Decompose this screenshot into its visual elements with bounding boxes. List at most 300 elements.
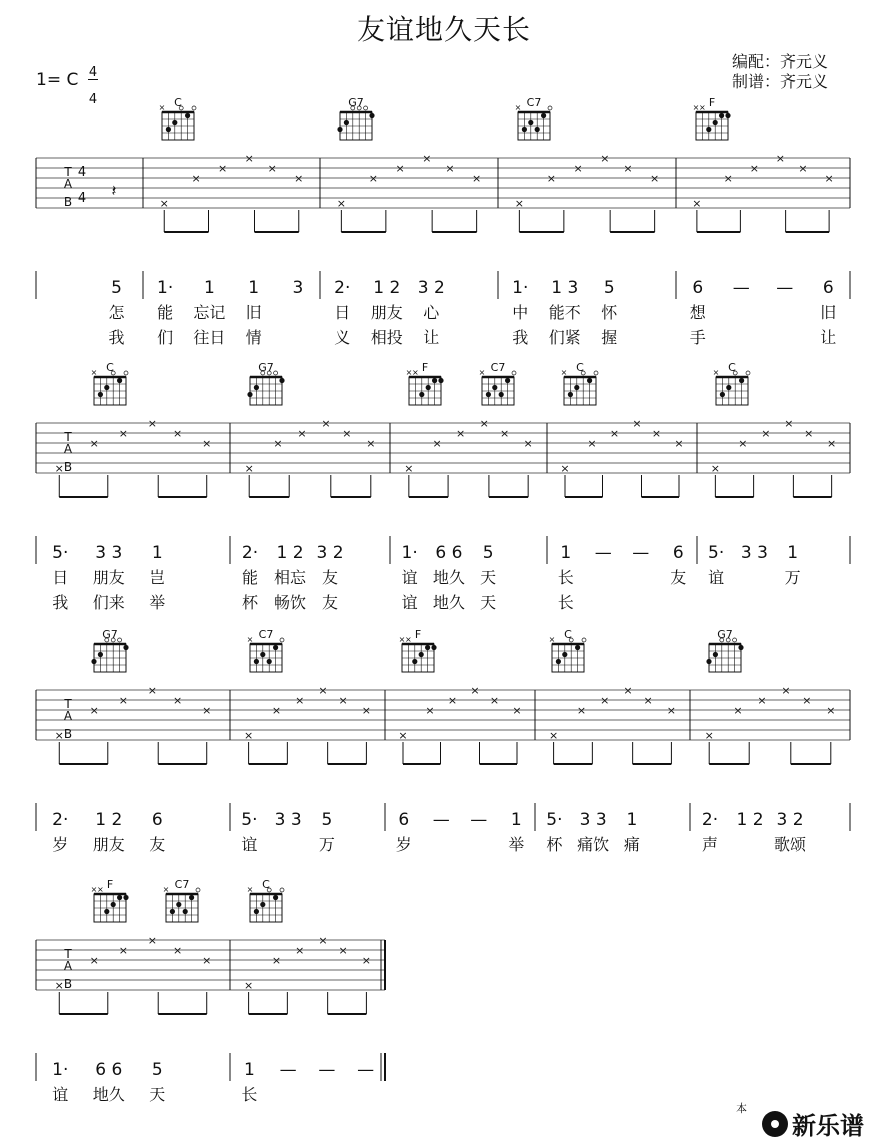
lyric-verse-1: 天	[149, 1085, 166, 1104]
jianpu-note: —	[279, 1060, 297, 1080]
jianpu-note: 5·	[546, 810, 563, 830]
lyric-verse-2: 们	[157, 328, 174, 347]
tab-note: ×	[546, 172, 557, 185]
jianpu-note: 1	[560, 543, 572, 563]
lyric-verse-2: 们来	[92, 593, 125, 612]
lyric-verse-1: 谊	[52, 1085, 69, 1104]
chord-mute: ×	[478, 368, 486, 377]
chord-dot	[104, 909, 109, 914]
chord-mute: ×	[699, 103, 706, 112]
chord-dot	[574, 385, 579, 390]
chord-mute: ×	[405, 635, 412, 644]
jianpu-note: 3 3	[274, 810, 302, 830]
tab-note: ×	[89, 437, 99, 450]
lyric-verse-1: 日	[52, 568, 69, 587]
lyric-verse-1: 谊	[401, 568, 418, 587]
tab-time-bottom: 4	[77, 191, 87, 206]
tab-note: ×	[710, 462, 720, 475]
jianpu-note: —	[776, 278, 794, 298]
chord-dot	[123, 895, 128, 900]
tab-note: ×	[651, 427, 662, 440]
chord-name: C	[728, 361, 736, 374]
lyric-verse-1: 能	[157, 303, 174, 322]
lyric-verse-1: 长	[241, 1085, 258, 1104]
lyric-verse-1: 声	[701, 835, 719, 854]
jianpu-note: 6 6	[435, 543, 463, 563]
tab-note: ×	[318, 934, 328, 947]
chord-mute: ×	[90, 368, 98, 377]
lyric-verse-1: 歌颂	[773, 835, 807, 854]
tab-note: ×	[271, 954, 282, 967]
jianpu-note: 6	[151, 810, 163, 830]
lyric-verse-1: 谊	[241, 835, 258, 854]
tab-letter-t: T	[64, 430, 72, 444]
chord-open	[280, 888, 284, 892]
chord-dot	[568, 392, 573, 397]
arranger-credit: 编配：齐元义	[732, 52, 829, 71]
tab-time-top: 4	[77, 165, 87, 180]
tab-note: ×	[89, 954, 99, 967]
tab-letter-b: B	[63, 977, 73, 991]
jianpu-note: 3 3	[740, 543, 768, 563]
tab-note: ×	[500, 427, 510, 440]
chord-dot	[706, 659, 711, 664]
chord-dot	[587, 378, 592, 383]
chord-dot	[337, 127, 342, 132]
watermark-text: 本	[736, 1102, 747, 1115]
jianpu-note: 5	[151, 1060, 163, 1080]
lyric-verse-1: 想	[689, 303, 706, 322]
lyric-verse-2: 让	[423, 328, 440, 347]
chord-dot	[486, 392, 491, 397]
time-sig-bottom: 4	[88, 92, 98, 107]
tab-note: ×	[336, 197, 346, 210]
tab-note: ×	[781, 684, 791, 697]
chord-name: F	[106, 878, 114, 891]
page-title: 友谊地久天长	[356, 13, 531, 46]
lyric-verse-1: 朋友	[92, 835, 125, 854]
tab-note: ×	[54, 979, 64, 992]
jianpu-note: 5·	[708, 543, 725, 563]
chord-dot	[185, 113, 190, 118]
chord-name: G7	[717, 628, 733, 641]
tab-note: ×	[798, 162, 808, 175]
jianpu-note: 1 2	[95, 810, 123, 830]
tab-note: ×	[321, 417, 331, 430]
chord-dot	[279, 378, 284, 383]
tab-note: ×	[218, 162, 228, 175]
jianpu-note: 2·	[241, 543, 259, 563]
jianpu-note: 1	[151, 543, 163, 563]
tab-note: ×	[826, 704, 836, 717]
lyric-verse-1: 能不	[548, 303, 581, 322]
tab-note: ×	[404, 462, 414, 475]
chord-dot	[492, 385, 497, 390]
jianpu-note: —	[318, 1060, 336, 1080]
chord-dot	[123, 645, 128, 650]
tab-note: ×	[295, 694, 305, 707]
chord-mute: ×	[162, 885, 170, 894]
chord-dot	[562, 652, 567, 657]
jianpu-note: 2·	[334, 278, 351, 298]
tab-letter-a: A	[63, 709, 73, 723]
lyric-verse-2: 杯	[241, 593, 259, 612]
tab-note: ×	[318, 684, 328, 697]
tab-letter-a: A	[63, 959, 73, 973]
tab-letter-b: B	[63, 727, 73, 741]
tab-note: ×	[623, 162, 633, 175]
chord-open	[192, 106, 196, 110]
tab-letter-a: A	[63, 442, 73, 456]
lyric-verse-2: 们紧	[548, 328, 581, 347]
tab-note: ×	[173, 694, 183, 707]
chord-dot	[431, 645, 436, 650]
tab-note: ×	[523, 437, 533, 450]
lyric-verse-2: 让	[820, 328, 837, 347]
tab-letter-b: B	[63, 195, 73, 209]
tab-note: ×	[395, 162, 405, 175]
tab-note: ×	[118, 694, 128, 707]
chord-open	[196, 888, 200, 892]
tab-note: ×	[738, 437, 748, 450]
lyric-verse-1: 万	[318, 835, 335, 854]
chord-mute: ×	[548, 635, 556, 644]
chord-mute: ×	[560, 368, 568, 377]
lyric-verse-1: 天	[480, 568, 497, 587]
chord-dot	[725, 113, 730, 118]
tab-note: ×	[479, 417, 489, 430]
chord-open	[512, 371, 516, 375]
chord-dot	[260, 652, 265, 657]
tab-note: ×	[623, 684, 633, 697]
chord-open	[594, 371, 598, 375]
tab-note: ×	[147, 417, 158, 430]
jianpu-note: 1	[203, 278, 215, 298]
tab-note: ×	[243, 979, 254, 992]
jianpu-note: 5·	[241, 810, 258, 830]
chord-dot	[556, 659, 561, 664]
tab-note: ×	[273, 437, 283, 450]
lyric-verse-2: 我	[52, 593, 69, 612]
jianpu-note: 3 3	[579, 810, 607, 830]
jianpu-note: 5	[603, 278, 615, 298]
chord-dot	[344, 120, 349, 125]
tab-note: ×	[573, 162, 583, 175]
lyric-verse-2: 相投	[370, 328, 403, 347]
tab-letter-t: T	[64, 947, 72, 961]
tab-note: ×	[757, 694, 767, 707]
chord-dot	[719, 113, 724, 118]
chord-dot	[183, 909, 188, 914]
chord-dot	[720, 392, 725, 397]
chord-dot	[739, 378, 744, 383]
tab-letter-t: T	[64, 165, 72, 179]
tab-note: ×	[159, 197, 169, 210]
transcriber-credit: 制谱：齐元义	[732, 72, 829, 91]
tab-note: ×	[89, 704, 99, 717]
chord-open	[124, 371, 128, 375]
jianpu-note: 3 2	[316, 543, 344, 563]
lyric-verse-2: 谊	[401, 593, 418, 612]
chord-name: C	[106, 361, 114, 374]
lyric-verse-2: 举	[149, 593, 166, 612]
tab-note: ×	[54, 729, 64, 742]
tab-note: ×	[338, 694, 348, 707]
chord-name: C7	[490, 361, 506, 374]
tab-note: ×	[118, 427, 128, 440]
tab-note: ×	[398, 729, 408, 742]
chord-dot	[254, 909, 259, 914]
tab-note: ×	[666, 704, 677, 717]
tab-note: ×	[650, 172, 660, 185]
jianpu-note: 1·	[52, 1060, 69, 1080]
chord-mute: ×	[97, 885, 104, 894]
chord-dot	[438, 378, 443, 383]
chord-mute: ×	[90, 885, 98, 894]
chord-dot	[172, 120, 177, 125]
tab-note: ×	[514, 197, 524, 210]
tab-note: ×	[271, 704, 282, 717]
tab-note: ×	[723, 172, 733, 185]
tab-note: ×	[366, 437, 376, 450]
chord-dot	[432, 378, 437, 383]
tab-note: ×	[456, 427, 466, 440]
tab-note: ×	[432, 437, 442, 450]
jianpu-note: 1	[510, 810, 522, 830]
chord-dot	[528, 120, 533, 125]
tab-note: ×	[472, 172, 482, 185]
jianpu-note: 1 2	[373, 278, 401, 298]
tab-note: ×	[470, 684, 480, 697]
tab-note: ×	[338, 944, 348, 957]
chord-mute: ×	[712, 368, 720, 377]
chord-dot	[713, 120, 718, 125]
jianpu-note: 3	[292, 278, 304, 298]
tab-note: ×	[244, 462, 254, 475]
time-sig-top: 4	[88, 65, 98, 80]
tab-note: ×	[692, 197, 702, 210]
chord-mute: ×	[692, 103, 700, 112]
chord-name: C7	[526, 96, 542, 109]
chord-dot	[738, 645, 743, 650]
rest-symbol: 𝄽	[111, 181, 117, 200]
tab-letter-b: B	[63, 460, 73, 474]
tab-note: ×	[202, 954, 212, 967]
lyric-verse-1: 地久	[92, 1085, 125, 1104]
chord-dot	[706, 127, 711, 132]
jianpu-note: 1·	[512, 278, 529, 298]
tab-note: ×	[749, 162, 759, 175]
tab-note: ×	[54, 462, 64, 475]
jianpu-note: —	[594, 543, 612, 563]
lyric-verse-1: 痛饮	[577, 835, 610, 854]
lyric-verse-2: 我	[108, 328, 125, 347]
lyric-verse-1: 能	[241, 568, 259, 587]
tab-note: ×	[609, 427, 620, 440]
jianpu-note: 6	[822, 278, 834, 298]
lyric-verse-1: 友	[321, 568, 339, 587]
lyric-verse-1: 朋友	[370, 303, 403, 322]
brand-text: 新乐谱	[792, 1112, 864, 1140]
tab-note: ×	[297, 427, 307, 440]
tab-note: ×	[244, 152, 254, 165]
chord-dot	[419, 392, 424, 397]
jianpu-note: —	[432, 810, 450, 830]
chord-dot	[117, 378, 122, 383]
chord-name: F	[708, 96, 716, 109]
jianpu-note: 1	[248, 278, 260, 298]
tab-note: ×	[267, 162, 277, 175]
tab-note: ×	[548, 729, 559, 742]
lyric-verse-2: 手	[689, 328, 706, 347]
chord-open	[364, 106, 368, 110]
lyric-verse-1: 心	[423, 303, 440, 322]
chord-open	[582, 638, 586, 642]
chord-dot	[98, 392, 103, 397]
tab-note: ×	[761, 427, 771, 440]
jianpu-note: 6 6	[95, 1060, 123, 1080]
chord-dot	[369, 113, 374, 118]
chord-name: C7	[174, 878, 190, 891]
tab-note: ×	[802, 694, 812, 707]
jianpu-note: 3 3	[95, 543, 123, 563]
chord-mute: ×	[246, 635, 254, 644]
lyric-verse-2: 握	[601, 328, 618, 347]
chord-name: C	[262, 878, 270, 891]
chord-dot	[426, 385, 431, 390]
lyric-verse-2: 长	[557, 593, 574, 612]
chord-dot	[189, 895, 194, 900]
tab-note: ×	[118, 944, 128, 957]
tab-note: ×	[147, 934, 158, 947]
tab-note: ×	[824, 172, 834, 185]
chord-mute: ×	[246, 885, 254, 894]
lyric-verse-1: 地久	[432, 568, 465, 587]
jianpu-note: 6	[692, 278, 704, 298]
chord-dot	[273, 645, 278, 650]
chord-dot	[505, 378, 510, 383]
chord-mute: ×	[405, 368, 413, 377]
lyric-verse-2: 往日	[193, 328, 226, 347]
jianpu-note: 1 2	[276, 543, 304, 563]
tab-note: ×	[587, 437, 597, 450]
chord-dot	[247, 392, 252, 397]
chord-dot	[104, 385, 109, 390]
tab-note: ×	[447, 694, 458, 707]
lyric-verse-1: 杯	[546, 835, 563, 854]
lyric-verse-1: 怎	[108, 303, 125, 322]
tab-note: ×	[674, 437, 684, 450]
chord-dot	[541, 113, 546, 118]
lyric-verse-2: 情	[245, 328, 262, 347]
chord-dot	[273, 895, 278, 900]
lyric-verse-2: 我	[512, 328, 529, 347]
tab-note: ×	[445, 162, 455, 175]
tab-note: ×	[422, 152, 432, 165]
tab-note: ×	[600, 152, 610, 165]
chord-dot	[267, 659, 272, 664]
chord-dot	[117, 895, 122, 900]
chord-dot	[166, 127, 171, 132]
chord-open	[548, 106, 552, 110]
lyric-verse-1: 友	[149, 835, 166, 854]
jianpu-note: 1 3	[551, 278, 579, 298]
tab-note: ×	[775, 152, 786, 165]
tab-note: ×	[368, 172, 379, 185]
tab-note: ×	[733, 704, 743, 717]
tab-note: ×	[489, 694, 500, 707]
chord-open	[746, 371, 750, 375]
tab-letter-t: T	[64, 697, 72, 711]
tab-note: ×	[560, 462, 570, 475]
chord-dot	[499, 392, 504, 397]
chord-dot	[176, 902, 181, 907]
chord-dot	[535, 127, 540, 132]
jianpu-note: 6	[398, 810, 410, 830]
lyric-verse-2: 友	[321, 593, 339, 612]
chord-name: C7	[258, 628, 274, 641]
lyric-verse-2: 义	[334, 328, 351, 347]
tab-note: ×	[202, 437, 212, 450]
lyric-verse-2: 地久	[432, 593, 465, 612]
chord-dot	[425, 645, 430, 650]
jianpu-note: 1	[243, 1060, 255, 1080]
lyric-verse-1: 举	[508, 835, 525, 854]
lyric-verse-1: 谊	[708, 568, 725, 587]
chord-name: C	[174, 96, 182, 109]
jianpu-note: 6	[672, 543, 684, 563]
lyric-verse-1: 痛	[623, 835, 640, 854]
lyric-verse-1: 日	[334, 303, 351, 322]
tab-note: ×	[294, 172, 304, 185]
chord-name: G7	[348, 96, 364, 109]
jianpu-note: —	[632, 543, 650, 563]
tab-note: ×	[784, 417, 794, 430]
lyric-verse-1: 中	[512, 303, 529, 322]
chord-open	[733, 638, 737, 642]
chord-name: F	[414, 628, 422, 641]
jianpu-note: 1	[787, 543, 799, 563]
chord-dot	[260, 902, 265, 907]
jianpu-note: 5	[482, 543, 494, 563]
key-signature: 1= C	[36, 70, 79, 90]
chord-dot	[713, 652, 718, 657]
jianpu-note: —	[732, 278, 750, 298]
jianpu-note: 3 2	[776, 810, 804, 830]
chord-dot	[170, 909, 175, 914]
tab-note: ×	[173, 427, 183, 440]
tab-note: ×	[202, 704, 212, 717]
jianpu-note: —	[357, 1060, 375, 1080]
lyric-verse-1: 旧	[820, 303, 837, 322]
jianpu-note: —	[470, 810, 488, 830]
chord-dot	[91, 659, 96, 664]
chord-open	[274, 371, 278, 375]
chord-open	[118, 638, 122, 642]
chord-mute: ×	[412, 368, 419, 377]
jianpu-note: 1·	[401, 543, 418, 563]
tab-note: ×	[342, 427, 352, 440]
lyric-verse-1: 长	[557, 568, 574, 587]
chord-name: G7	[102, 628, 118, 641]
chord-open	[280, 638, 284, 642]
jianpu-note: 2·	[52, 810, 69, 830]
tab-note: ×	[173, 944, 183, 957]
chord-dot	[254, 659, 259, 664]
jianpu-note: 5	[111, 278, 122, 298]
chord-dot	[412, 659, 417, 664]
lyric-verse-1: 怀	[601, 303, 618, 322]
